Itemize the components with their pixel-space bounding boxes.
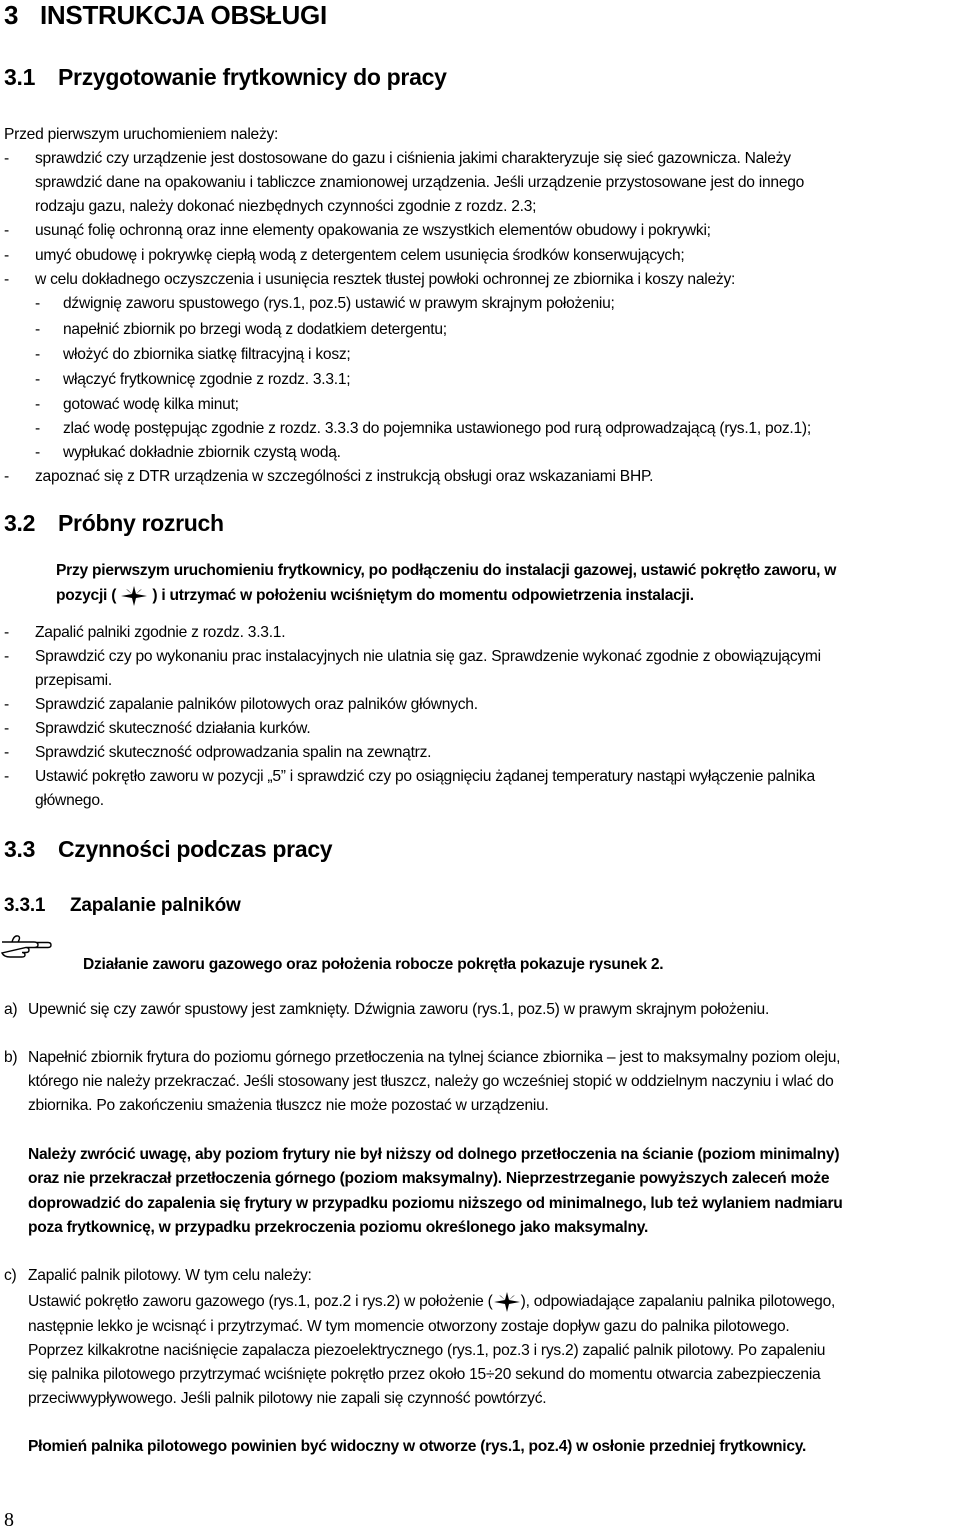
chapter-title: INSTRUKCJA OBSŁUGI <box>40 0 327 30</box>
step-c-text: przeciwwypływowego. Jeśli palnik pilotowy nie zapali się czynność powtórzyć. <box>28 1390 547 1407</box>
list-item: Sprawdzić skuteczność działania kurków. <box>35 720 311 737</box>
step-b-text: którego nie należy przekraczać. Jeśli stosowany jest tłuszcz, należy go wcześniej stopić w oddzielnym naczyniu i wlać do <box>28 1073 834 1090</box>
warning-line: Należy zwrócić uwagę, aby poziom frytury nie był niższy od dolnego przetłoczenia na ścianie (poziom minimalny) <box>28 1146 840 1163</box>
note-text: Działanie zaworu gazowego oraz położenia robocze pokrętła pokazuje rysunek 2. <box>83 956 664 973</box>
list-item: usunąć folię ochronną oraz inne elementy opakowania ze wszystkich elementów obudowy i pokrywki; <box>35 222 711 239</box>
list-item: głównego. <box>35 792 104 809</box>
step-b-text: Napełnić zbiornik frytura do poziomu górnego przetłoczenia na tylnej ściance zbiornika – jest to maksymalny poziom oleju, <box>28 1049 841 1066</box>
sub-list-item: napełnić zbiornik po brzegi wodą z dodatkiem detergentu; <box>63 321 447 338</box>
list-item: przepisami. <box>35 672 112 689</box>
step-a-text: Upewnić się czy zawór spustowy jest zamknięty. Dźwignia zaworu (rys.1, poz.5) w prawym skrajnym położeniu. <box>28 1001 770 1018</box>
list-item: zapoznać się z DTR urządzenia w szczególności z instrukcją obsługi oraz wskazaniami BHP. <box>35 468 654 485</box>
list-item: sprawdzić czy urządzenie jest dostosowane do gazu i ciśnienia jakimi charakteryzuje się sieć gazownicza. Należy <box>35 150 791 167</box>
step-b-text: zbiornika. Po zakończeniu smażenia tłuszcz nie może pozostać w urządzeniu. <box>28 1097 549 1114</box>
sub-list-item: wypłukać dokładnie zbiornik czystą wodą. <box>63 444 341 461</box>
subsection-number-3-3-1: 3.3.1 <box>4 895 46 916</box>
section-title-3-3: Czynności podczas pracy <box>58 836 333 862</box>
warning-line: oraz nie przekraczał przetłoczenia górnego (poziom maksymalny). Nieprzestrzeganie powyższych zaleceń może <box>28 1170 830 1187</box>
intro-text: Przed pierwszym uruchomieniem należy: <box>4 126 279 143</box>
section-title-3-2: Próbny rozruch <box>58 510 224 536</box>
item-label-c: c) <box>4 1267 17 1284</box>
list-item: umyć obudowę i pokrywkę ciepłą wodą z detergentem celem usunięcia środków konserwujących; <box>35 247 685 264</box>
step-c-text: się palnika pilotowego przytrzymać wciśnięte pokrętło przez około 15÷20 sekund do momentu otwarcia zabezpieczenia <box>28 1366 821 1383</box>
section-number-3-2: 3.2 <box>4 510 36 536</box>
step-c-text: Poprzez kilkakrotne naciśnięcie zapalacza piezoelektrycznego (rys.1, poz.3 i rys.2) zapalić palnik pilotowy. Po zapaleniu <box>28 1342 826 1359</box>
step-c-text: następnie lekko je wcisnąć i przytrzymać. W tym momencie otworzony zostaje dopływ gazu do palnika pilotowego. <box>28 1318 790 1335</box>
list-item: Sprawdzić czy po wykonaniu prac instalacyjnych nie ulatnia się gaz. Sprawdzenie wykonać zgodnie z obowiązującymi <box>35 648 821 665</box>
test-run-warning-line: pozycji ( ) i utrzymać w położeniu wciśniętym do momentu odpowietrzenia instalacji. <box>56 587 694 604</box>
list-item: rodzaju gazu, należy dokonać niezbędnych czynności zgodnie z rozdz. 2.3; <box>35 198 537 215</box>
list-item: Sprawdzić skuteczność odprowadzania spalin na zewnątrz. <box>35 744 432 761</box>
pilot-flame-icon <box>493 1293 521 1310</box>
list-item: Zapalić palniki zgodnie z rozdz. 3.3.1. <box>35 624 286 641</box>
test-run-warning-line: Przy pierwszym uruchomieniu frytkownicy, po podłączeniu do instalacji gazowej, ustawić pokrętło zaworu, w <box>56 562 837 579</box>
step-c-text: Zapalić palnik pilotowy. W tym celu należy: <box>28 1267 312 1284</box>
sub-list-item: dźwignię zaworu spustowego (rys.1, poz.5) ustawić w prawym skrajnym położeniu; <box>63 295 615 312</box>
warning-line: poza frytkownicę, w przypadku przekroczenia poziomu określonego jako maksymalny. <box>28 1219 649 1236</box>
section-number-3-3: 3.3 <box>4 836 36 862</box>
section-number-3-1: 3.1 <box>4 64 36 90</box>
warning-line: doprowadzić do zapalenia się frytury w przypadku poziomu niższego od minimalnego, lub też wylaniem nadmiaru <box>28 1195 843 1212</box>
list-item: w celu dokładnego oczyszczenia i usunięcia resztek tłustej powłoki ochronnej ze zbiornika i koszy należy: <box>35 271 736 288</box>
list-item: Sprawdzić zapalanie palników pilotowych oraz palników głównych. <box>35 696 478 713</box>
sub-list-item: włożyć do zbiornika siatkę filtracyjną i kosz; <box>63 346 351 363</box>
page-number: 8 <box>4 1509 14 1531</box>
sub-list-item: gotować wodę kilka minut; <box>63 396 239 413</box>
list-item: sprawdzić dane na opakowaniu i tabliczce znamionowej urządzenia. Jeśli urządzenie przystosowane jest do innego <box>35 174 805 191</box>
sub-list-item: włączyć frytkownicę zgodnie z rozdz. 3.3.1; <box>63 371 351 388</box>
section-title-3-1: Przygotowanie frytkownicy do pracy <box>58 64 447 90</box>
pointing-hand-icon <box>0 932 52 958</box>
item-label-a: a) <box>4 1001 18 1018</box>
chapter-number: 3 <box>4 0 19 30</box>
list-item: Ustawić pokrętło zaworu w pozycji „5” i sprawdzić czy po osiągnięciu żądanej temperatury nastąpi wyłączenie palnika <box>35 768 815 785</box>
step-c-text: Ustawić pokrętło zaworu gazowego (rys.1, poz.2 i rys.2) w położenie ( ), odpowiadające zapalaniu palnika pilotowego, <box>28 1293 836 1310</box>
pilot-flame-icon <box>120 587 148 604</box>
pilot-flame-note: Płomień palnika pilotowego powinien być widoczny w otworze (rys.1, poz.4) w osłonie przedniej frytkownicy. <box>28 1438 807 1455</box>
sub-list-item: zlać wodę postępując zgodnie z rozdz. 3.3.3 do pojemnika ustawionego pod rurą odprowadzającą (rys.1, poz.1); <box>63 420 811 437</box>
subsection-title-3-3-1: Zapalanie palników <box>70 895 241 916</box>
item-label-b: b) <box>4 1049 18 1066</box>
